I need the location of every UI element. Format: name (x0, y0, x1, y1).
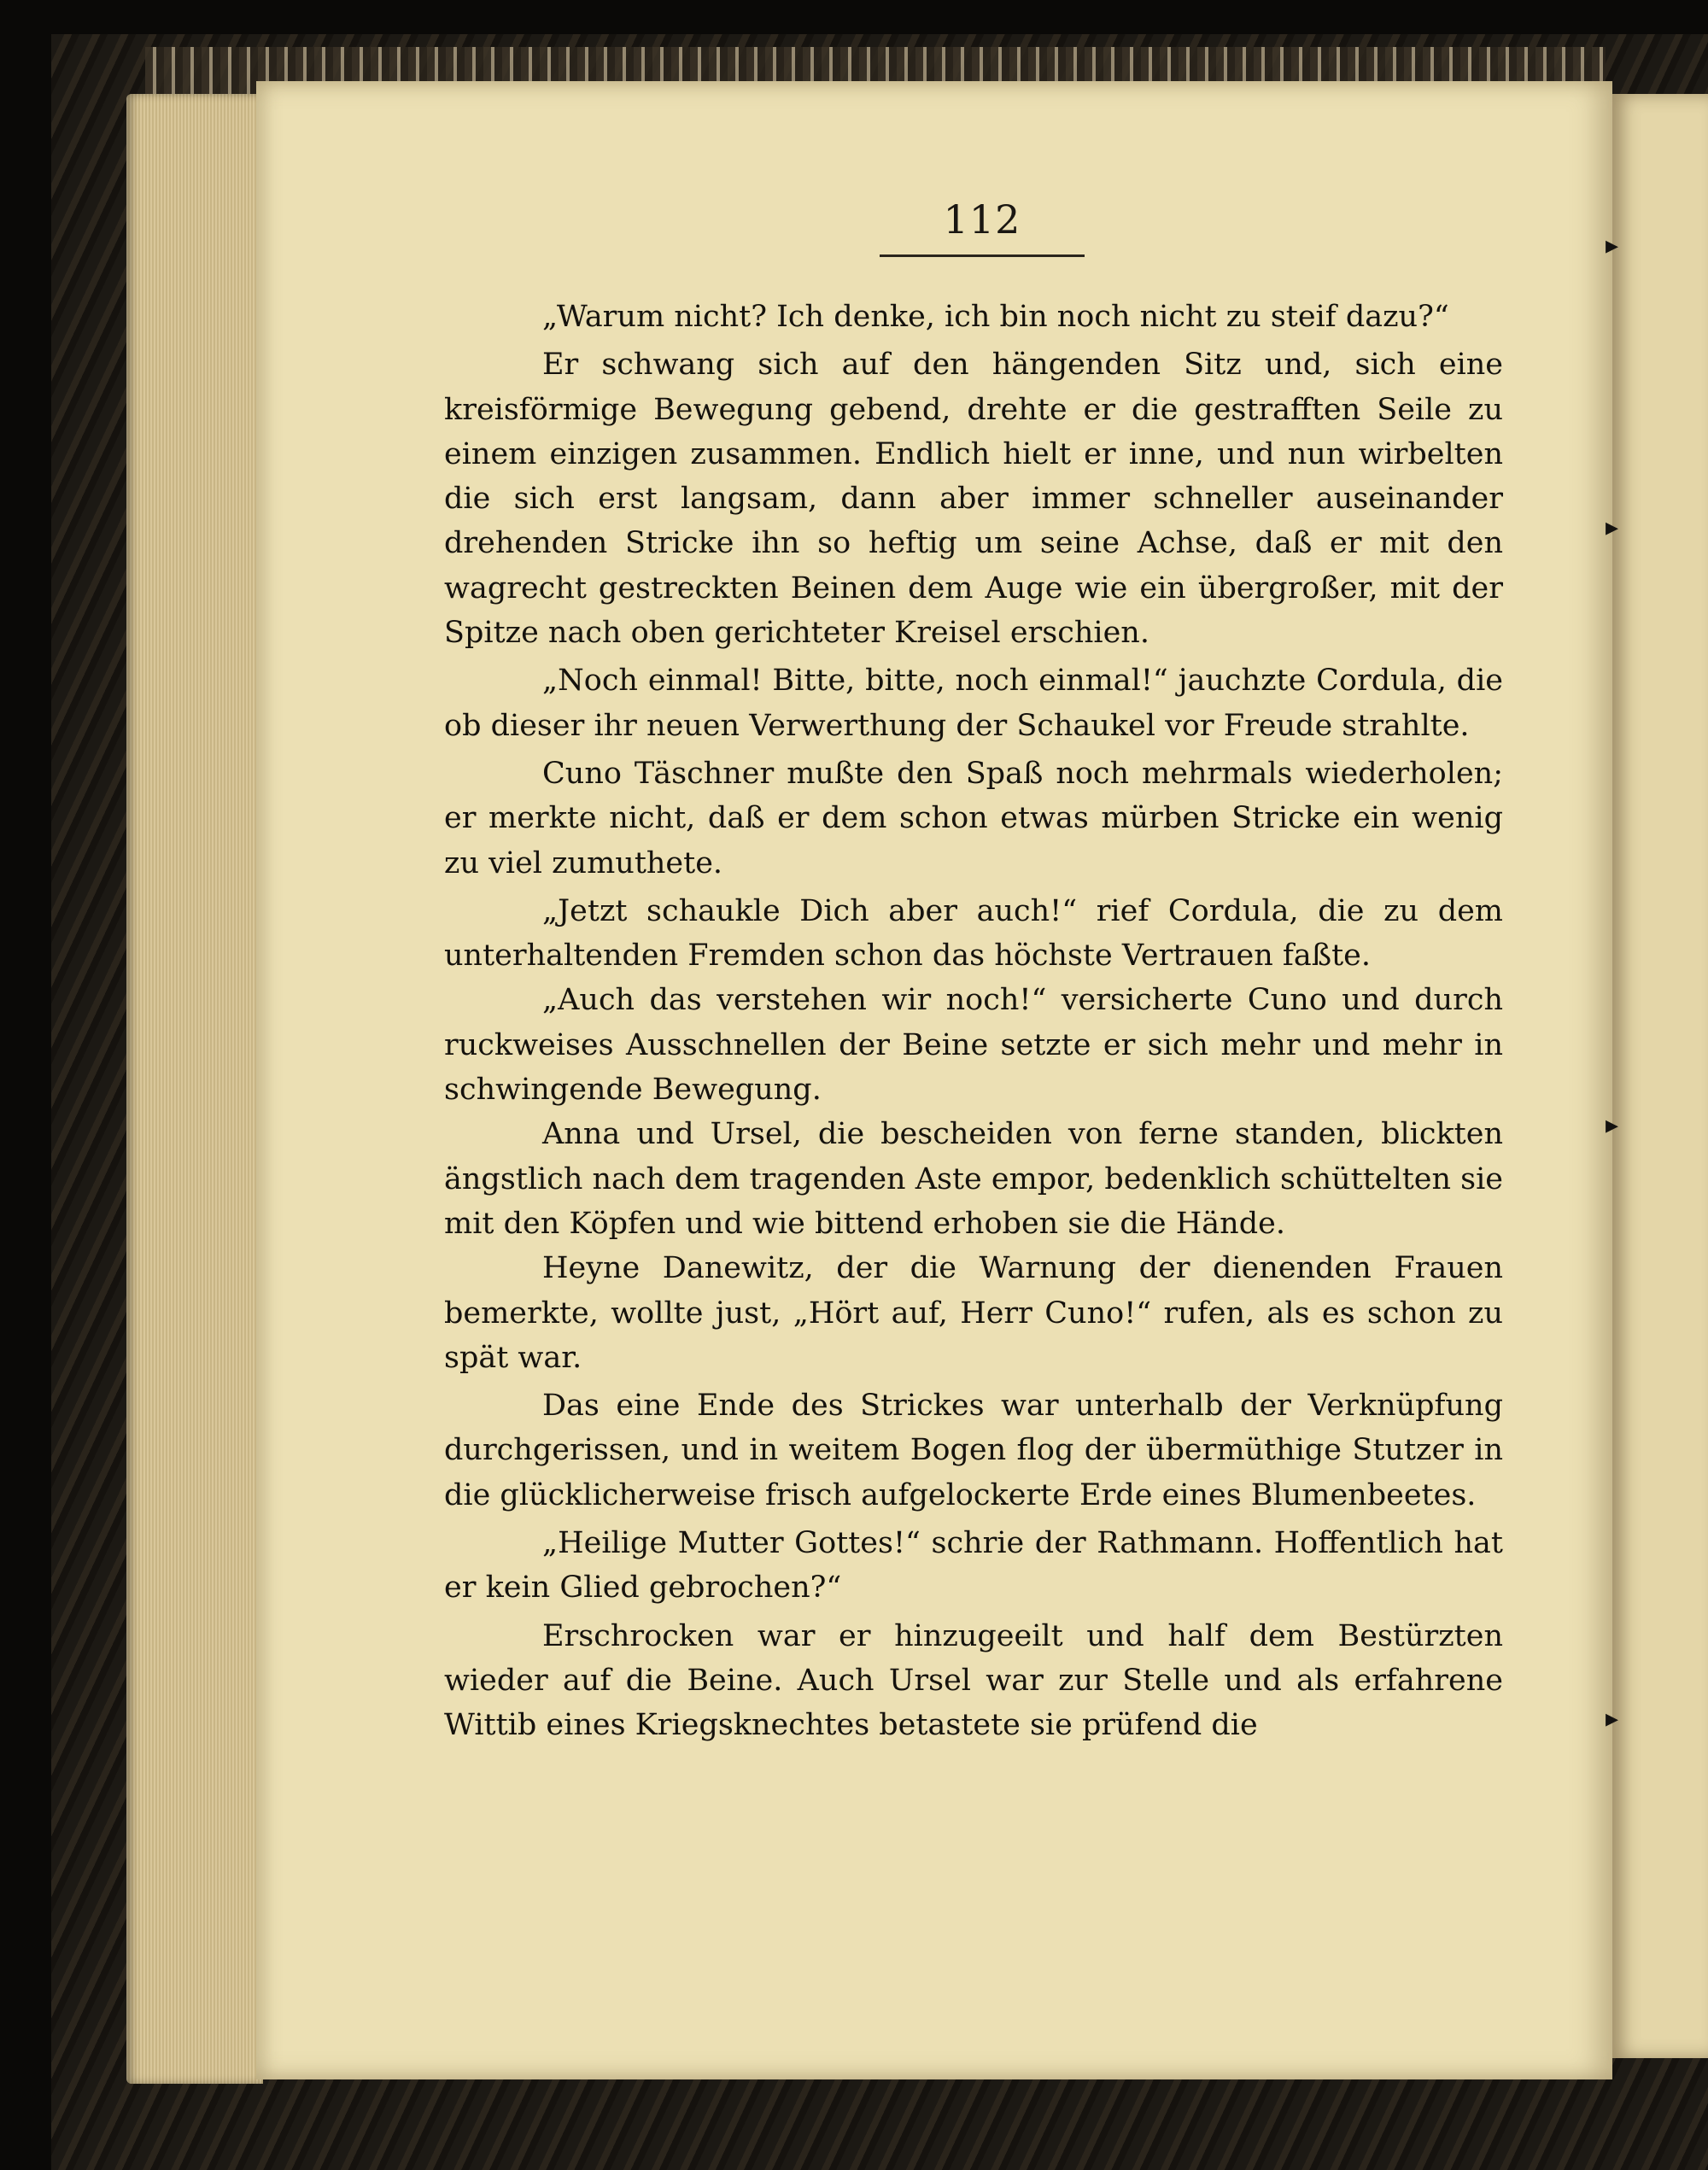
paragraph: Das eine Ende des Strickes war unterhalb der Verknüpfung durchgerissen, und in weitem Bogen flog der übermüthige Stutzer in die glücklicherweise frisch aufgelockerte Erde eines Blumenbeetes. (444, 1389, 1503, 1512)
binding-mark (1606, 231, 1629, 243)
binding-mark (1606, 1110, 1629, 1122)
paragraph: Er schwang sich auf den hängenden Sitz und, sich eine kreisförmige Bewegung gebend, drehte er die gestrafften Seile zu einem einzigen zusammen. Endlich hielt er inne, und nun wirbelten die sich erst langsam, dann aber immer schneller auseinander drehenden Stricke ihn so heftig um seine Achse, daß er mit den wagrecht gestreckten Beinen dem Auge wie ein übergroßer, mit der Spitze nach oben gerichteter Kreisel erschien. (444, 348, 1503, 651)
paragraph: Heyne Danewitz, der die Warnung der dienenden Frauen bemerkte, wollte just, „Hört auf, Herr Cuno!“ rufen, als es schon zu spät war. (444, 1251, 1503, 1375)
page-number: 112 (943, 196, 1021, 243)
paragraph: „Auch das verstehen wir noch!“ versicherte Cuno und durch ruckweises Ausschnellen der Beine setzte er sich mehr und mehr in schwingende Bewegung. (444, 983, 1503, 1108)
paragraph: „Noch einmal! Bitte, bitte, noch einmal!“ jauchzte Cordula, die ob dieser ihr neuen Verwerthung der Schaukel vor Freude strahlte. (444, 664, 1503, 743)
page-edges (126, 94, 263, 2084)
paragraph: „Warum nicht? Ich denke, ich bin noch nicht zu steif dazu?“ (542, 300, 1449, 334)
paragraph: Erschrocken war er hinzugeeilt und half dem Bestürzten wieder auf die Beine. Auch Ursel war zur Stelle und als erfahrene Wittib eines Kriegsknechtes betastete sie prüfend die (444, 1618, 1503, 1743)
page-text (444, 295, 1503, 1748)
header-rule (880, 254, 1085, 257)
paragraph: „Heilige Mutter Gottes!“ schrie der Rathmann. Hoffentlich hat er kein Glied gebrochen?“ (444, 1526, 1503, 1606)
binding-mark (1606, 512, 1629, 524)
paragraph: Cuno Täschner mußte den Spaß noch mehrmals wiederholen; er merkte nicht, daß er dem schon etwas mürben Stricke ein wenig zu viel zumuthete. (444, 756, 1503, 880)
paragraph: Anna und Ursel, die bescheiden von ferne standen, blickten ängstlich nach dem tragenden Aste empor, bedenklich schüttelten sie mit den Köpfen und wie bittend erhoben sie die Hände. (444, 1117, 1504, 1241)
facing-page-edge (1611, 94, 1708, 2058)
binding-mark (1606, 1704, 1629, 1716)
paragraph: „Jetzt schaukle Dich aber auch!“ rief Cordula, die zu dem unterhaltenden Fremden schon das höchste Vertrauen faßte. (444, 893, 1503, 974)
